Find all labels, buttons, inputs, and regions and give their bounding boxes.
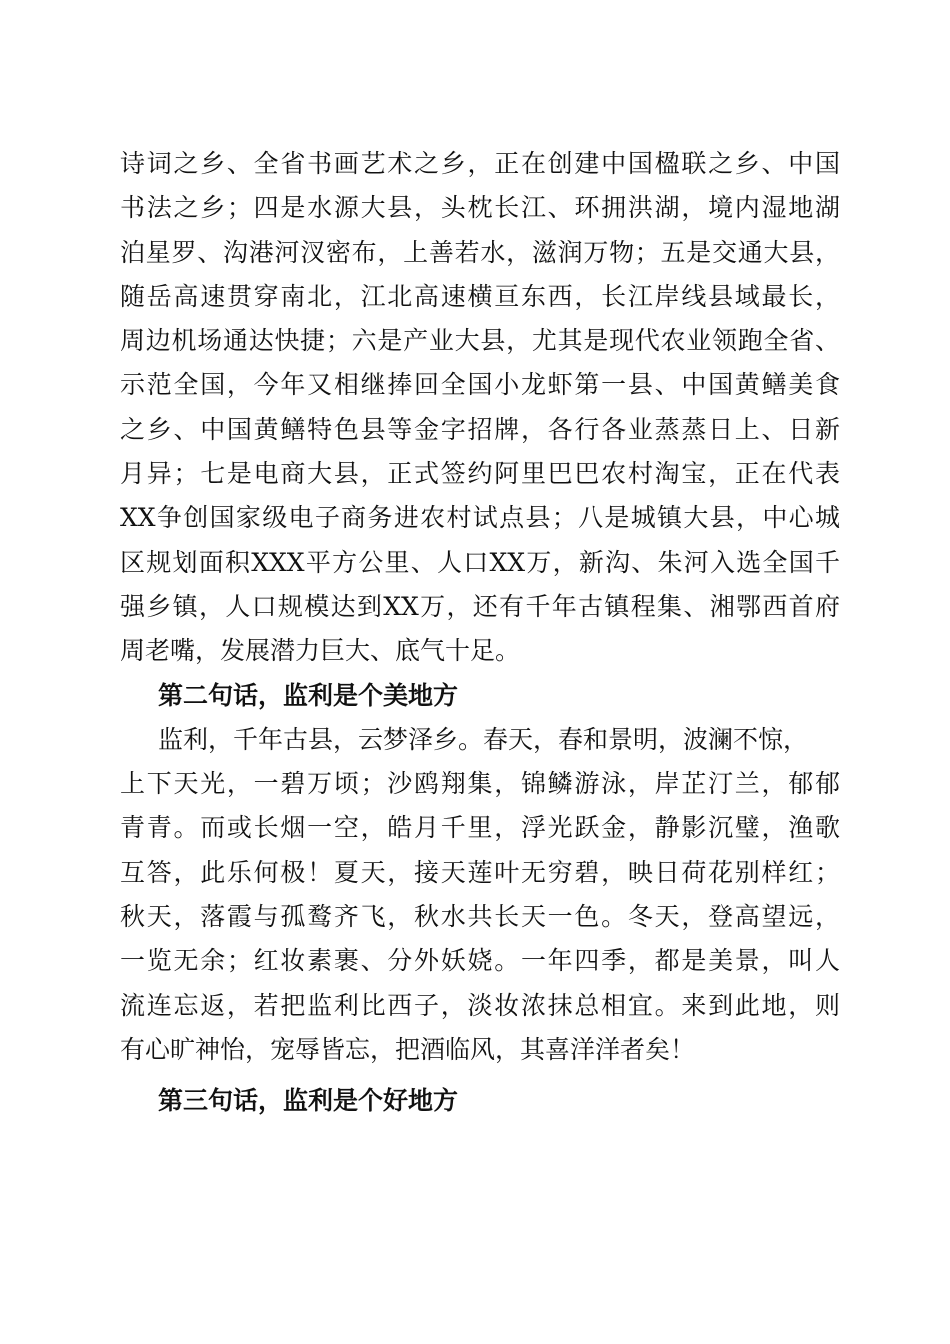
text-line: 周老嘴，发展潜力巨大、底气十足。 xyxy=(120,636,521,666)
text-line: 秋天，落霞与孤鹜齐飞，秋水共长天一色。冬天，登高望远， xyxy=(120,902,840,932)
paragraph-seasons xyxy=(120,718,840,1072)
text-line: 书法之乡；四是水源大县，头枕长江、环拥洪湖，境内湿地湖 xyxy=(120,193,840,223)
text-line: 泊星罗、沟港河汊密布，上善若水，滋润万物；五是交通大县， xyxy=(120,237,840,267)
text-line: 诗词之乡、全省书画艺术之乡，正在创建中国楹联之乡、中国 xyxy=(120,149,840,178)
document-body xyxy=(120,142,840,1124)
section-heading-beautiful-place: 第二句话，监利是个美地方 xyxy=(158,680,459,710)
text-line: 互答，此乐何极！夏天，接天莲叶无穷碧，映日荷花别样红； xyxy=(120,857,840,887)
text-line: 区规划面积XXX平方公里、人口XX万，新沟、朱河入选全国千 xyxy=(120,547,840,577)
text-line: 之乡、中国黄鳝特色县等金字招牌，各行各业蒸蒸日上、日新 xyxy=(120,414,840,444)
text-line: 上下天光，一碧万顷；沙鸥翔集，锦鳞游泳，岸芷汀兰，郁郁 xyxy=(120,769,840,799)
text-line: 强乡镇，人口规模达到XX万，还有千年古镇程集、湘鄂西首府 xyxy=(120,591,840,621)
section-heading-good-place: 第三句话，监利是个好地方 xyxy=(158,1086,459,1116)
text-line: 示范全国，今年又相继捧回全国小龙虾第一县、中国黄鳝美食 xyxy=(120,370,840,400)
text-line: 监利，千年古县，云梦泽乡。春天，春和景明，波澜不惊， xyxy=(158,724,809,754)
text-line: 流连忘返，若把监利比西子，淡妆浓抹总相宜。来到此地，则 xyxy=(120,990,840,1020)
text-line: 周边机场通达快捷；六是产业大县，尤其是现代农业领跑全省、 xyxy=(120,326,840,356)
spacer xyxy=(120,1072,840,1079)
text-line: 一览无余；红妆素裹、分外妖娆。一年四季，都是美景，叫人 xyxy=(120,946,840,976)
paragraph-county-overview xyxy=(120,142,840,674)
text-line: 有心旷神怡，宠辱皆忘，把酒临风，其喜洋洋者矣！ xyxy=(120,1034,696,1064)
text-line: XX争创国家级电子商务进农村试点县；八是城镇大县，中心城 xyxy=(120,503,840,533)
text-line: 月异；七是电商大县，正式签约阿里巴巴农村淘宝，正在代表 xyxy=(120,459,840,489)
text-line: 随岳高速贯穿南北，江北高速横亘东西，长江岸线县域最长， xyxy=(120,281,840,311)
text-line: 青青。而或长烟一空，皓月千里，浮光跃金，静影沉璧，渔歌 xyxy=(120,813,840,843)
